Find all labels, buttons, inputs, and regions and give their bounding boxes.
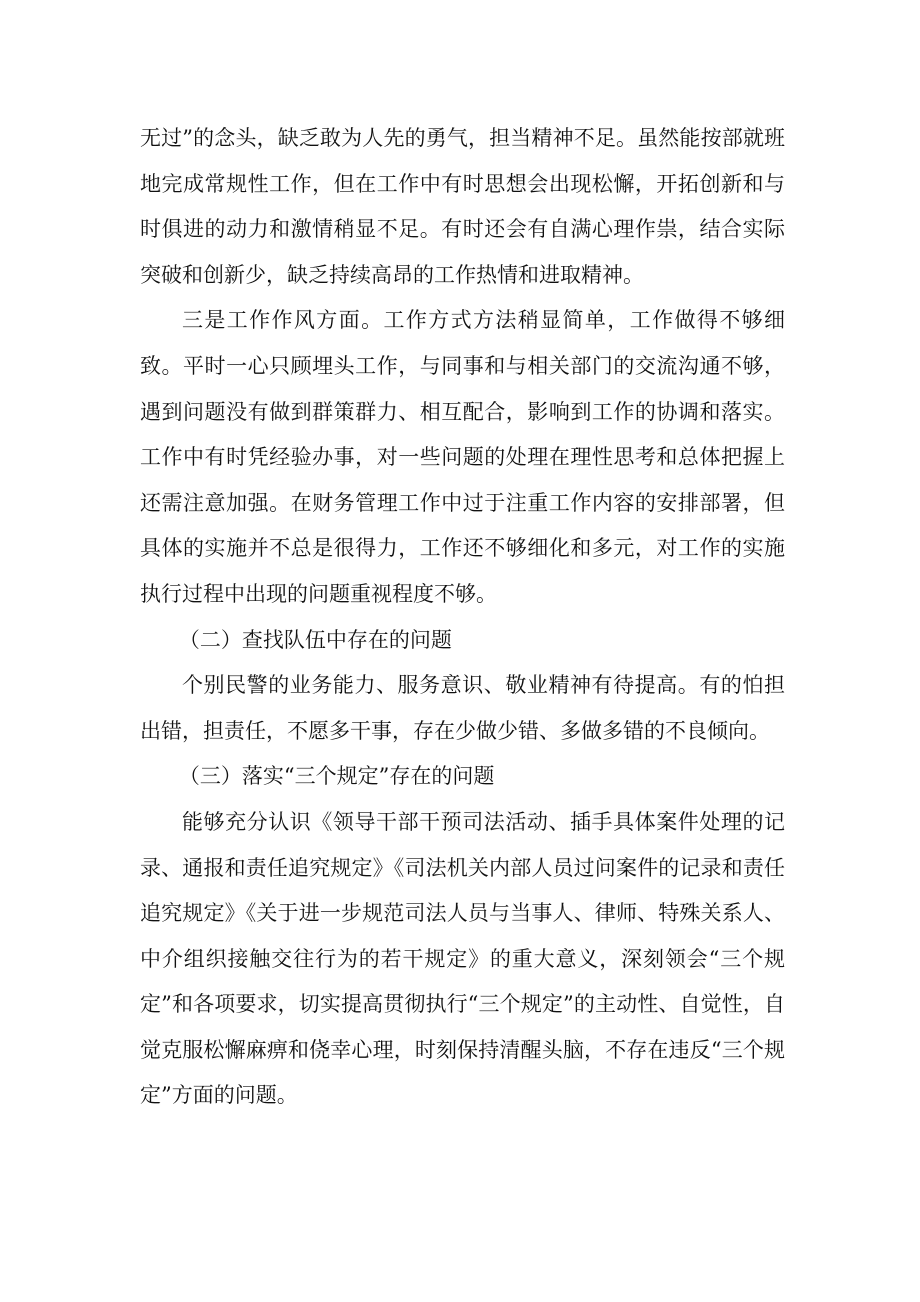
section-heading-three-regulations: （三）落实“三个规定”存在的问题 [178, 764, 495, 789]
paragraph-work-spirit-continued: 无过”的念头，缺乏敢为人先的勇气，担当精神不足。虽然能按部就班地完成常规性工作，但在工作中有时思想会出现松懈，开拓创新和与时俱进的动力和激情稍显不足。有时还会有自满心理作祟，结合实际突破和创新少，缺乏持续高昂的工作热情和进取精神。 [140, 126, 785, 287]
document-page [140, 116, 785, 1119]
section-heading-team-problems: （二）查找队伍中存在的问题 [178, 627, 452, 652]
paragraph-work-style: 三是工作作风方面。工作方式方法稍显简单，工作做得不够细致。平时一心只顾埋头工作，与同事和与相关部门的交流沟通不够，遇到问题没有做到群策群力、相互配合，影响到工作的协调和落实。工作中有时凭经验办事，对一些问题的处理在理性思考和总体把握上还需注意加强。在财务管理工作中过于注重工作内容的安排部署，但具体的实施并不总是很得力，工作还不够细化和多元，对工作的实施执行过程中出现的问题重视程度不够。 [140, 308, 785, 606]
paragraph-team-problems: 个别民警的业务能力、服务意识、敬业精神有待提高。有的怕担出错，担责任，不愿多干事，存在少做少错、多做多错的不良倾向。 [140, 673, 785, 743]
paragraph-three-regulations: 能够充分认识《领导干部干预司法活动、插手具体案件处理的记录、通报和责任追究规定》《司法机关内部人员过问案件的记录和责任追究规定》《关于进一步规范司法人员与当事人、律师、特殊关系人、中介组织接触交往行为的若干规定》的重大意义，深刻领会“三个规定”和各项要求，切实提高贯彻执行“三个规定”的主动性、自觉性，自觉克服松懈麻痹和侥幸心理，时刻保持清醒头脑，不存在违反“三个规定”方面的问题。 [140, 809, 785, 1108]
